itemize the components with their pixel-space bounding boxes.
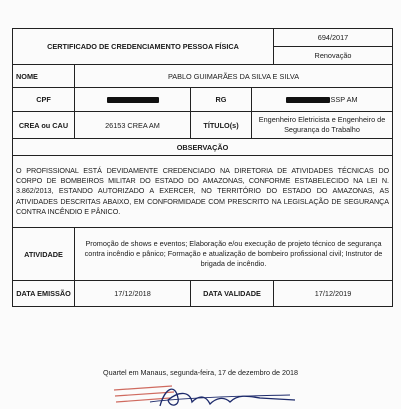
cpf-value [75,88,191,112]
name-value: PABLO GUIMARÃES DA SILVA E SILVA [75,65,393,88]
observation-text: O PROFISSIONAL ESTÁ DEVIDAMENTE CREDENCIADO NA DIRETORIA DE ATIVIDADES TÉCNICAS DO CORPO DE BOMBEIROS MILITAR DO ESTADO DO AMAZONAS, CONFORME ESTABELECIDO NA LEI N. 3.862/2013, ESTANDO AUTORIZADO A EXERCER, NO TERRITÓRIO DO ESTADO DO AMAZONAS, AS ATIVIDADES DESCRITAS ABAIXO, EM CONFORMIDADE COM PRESCRITO NA LEGISLAÇÃO DE SEGURANÇA CONTRA INCÊNDIO E PÂNICO. [13,156,393,228]
cpf-label: CPF [13,88,75,112]
rg-value [252,88,393,112]
observation-label: OBSERVAÇÃO [13,139,393,156]
issue-date-label: DATA EMISSÃO [13,281,75,307]
place-date-line: Quartel em Manaus, segunda-feira, 17 de dezembro de 2018 [103,368,298,377]
certificate-table [12,28,393,307]
validity-date-value: 17/12/2019 [274,281,393,307]
activity-text: Promoção de shows e eventos; Elaboração e/ou execução de projeto técnico de segurança contra incêndio e pânico; Formação e atualização de bombeiro profissional civil; Instrutor de brigada de incêndio. [75,228,393,281]
rg-suffix: SSP AM [330,95,358,104]
certificate-type: Renovação [314,51,352,60]
validity-date-label: DATA VALIDADE [191,281,274,307]
certificate-number-cell [274,29,393,65]
issue-date-value: 17/12/2018 [75,281,191,307]
activity-label: ATIVIDADE [13,228,75,281]
signature-mark [120,378,300,409]
titles-value: Engenheiro Eletricista e Engenheiro de Segurança do Trabalho [252,112,393,139]
rg-label: RG [191,88,252,112]
cpf-redaction [107,97,159,103]
crea-label: CREA ou CAU [13,112,75,139]
certificate-document [12,28,392,307]
titles-label: TÍTULO(s) [191,112,252,139]
name-label: NOME [13,65,75,88]
certificate-number: 694/2017 [274,29,392,47]
crea-value: 26153 CREA AM [75,112,191,139]
rg-redaction [286,97,330,103]
certificate-title: CERTIFICADO DE CREDENCIAMENTO PESSOA FÍSICA [13,29,274,65]
